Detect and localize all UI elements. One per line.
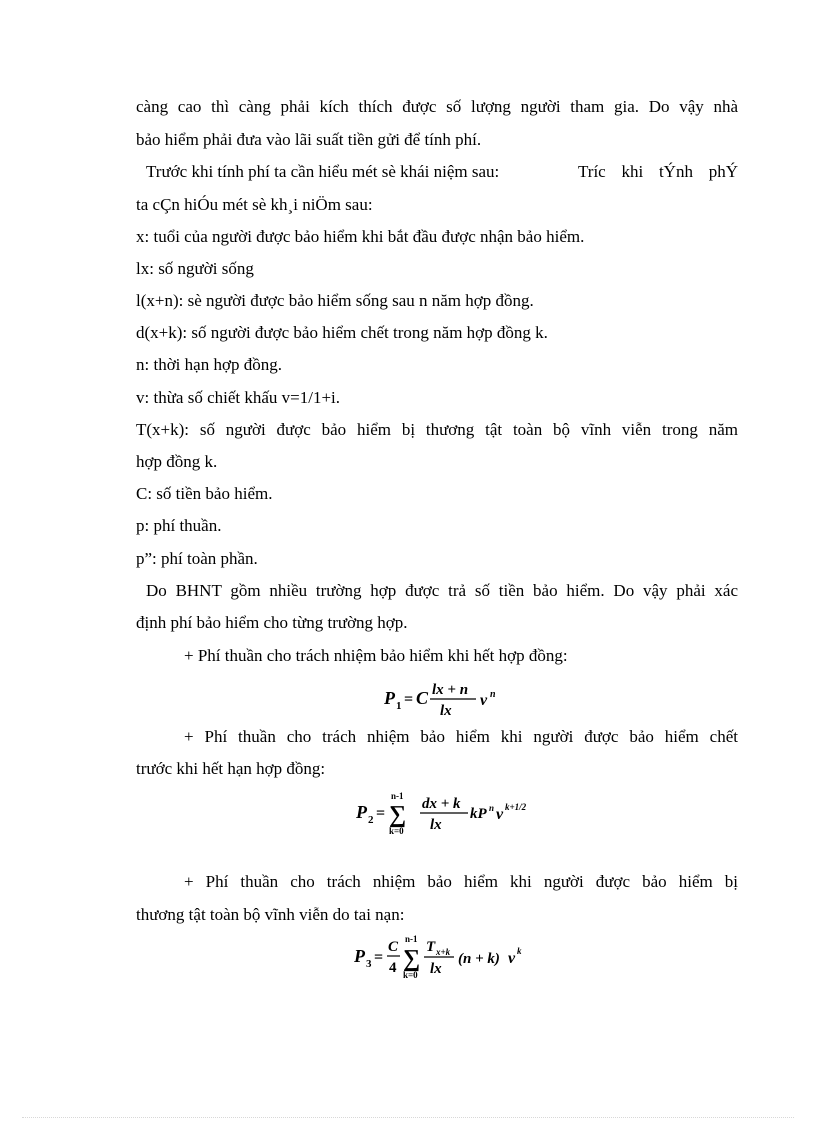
definition-txk: T(x+k): số người được bảo hiểm bị thương tật toàn bộ vĩnh viễn trong năm [136, 420, 738, 439]
paragraph-line: Trước khi tính phí ta cần hiểu mét sè khái niệm sau: [146, 162, 500, 181]
formula-exponent: k+1/2 [505, 802, 527, 812]
formula-denominator: 4 [389, 960, 397, 976]
formula-numerator: C [388, 939, 399, 955]
definition-lxn: l(x+n): sè người được bảo hiểm sống sau n năm hợp đồng. [136, 291, 534, 310]
formula-denominator: lx [430, 817, 442, 833]
formula-equals: = [404, 691, 414, 708]
definition-p-full: p”: phí toàn phần. [136, 549, 258, 568]
formula-exponent: k [517, 946, 522, 956]
paragraph-line: định phí bảo hiểm cho từng trường hợp. [136, 613, 408, 632]
definition-v: v: thừa số chiết khấu v=1/1+i. [136, 388, 341, 407]
garbled-text: ta cÇn hiÓu mét sè kh¸i niÖm sau: [136, 195, 373, 214]
formula-subscript: 2 [368, 814, 374, 826]
paragraph-line: hợp đồng k. [136, 452, 218, 471]
formula-denominator: lx [440, 703, 452, 719]
paragraph-line: thương tật toàn bộ vĩnh viễn do tai nạn: [136, 905, 405, 924]
sum-upper-limit: n-1 [405, 934, 418, 944]
formula-p1 [382, 676, 522, 720]
formula-symbol: P [356, 802, 367, 822]
paragraph-line: bảo hiểm phải đưa vào lãi suất tiền gửi để tính phí. [136, 130, 482, 149]
formula-symbol: C [416, 688, 429, 708]
sum-lower-limit: k=0 [403, 970, 418, 980]
formula-symbol: v [496, 806, 504, 823]
formula-p3 [354, 930, 534, 982]
formula-term: (n + k) [458, 951, 500, 967]
paragraph-line: càng cao thì càng phải kích thích được số lượng người tham gia. Do vậy nhà [136, 97, 738, 116]
formula-subscript: 3 [366, 958, 372, 970]
definition-dxk: d(x+k): số người được bảo hiểm chết trong năm hợp đồng k. [136, 323, 548, 342]
formula-symbol: v [508, 950, 516, 967]
formula-numerator: dx + k [422, 796, 461, 812]
paragraph-line: Do BHNT gồm nhiều trường hợp được trả số tiền bảo hiểm. Do vậy phải xác [146, 581, 738, 600]
case-heading-2: + Phí thuần cho trách nhiệm bảo hiểm khi người được bảo hiểm chết [184, 727, 738, 746]
page-bottom-divider [22, 1117, 794, 1118]
definition-n: n: thời hạn hợp đồng. [136, 355, 282, 374]
formula-exponent: n [490, 689, 496, 700]
definition-c: C: số tiền bảo hiểm. [136, 484, 273, 503]
formula-denominator: lx [430, 961, 442, 977]
paragraph-line: trước khi hết hạn hợp đồng: [136, 759, 326, 778]
definition-p: p: phí thuần. [136, 516, 222, 535]
formula-subscript: 1 [396, 700, 402, 712]
formula-symbol: P [354, 946, 365, 966]
definition-age: x: tuổi của người được bảo hiểm khi bắt đầu được nhận bảo hiểm. [136, 227, 585, 246]
formula-equals: = [374, 949, 384, 966]
case-heading-3: + Phí thuần cho trách nhiệm bảo hiểm khi người được bảo hiểm bị [184, 872, 738, 891]
sum-icon: ∑ [403, 946, 421, 972]
garbled-text: Tríc khi tÝnh phÝ [578, 162, 738, 181]
formula-symbol: P [384, 688, 395, 708]
formula-subscript: x+k [436, 947, 451, 957]
sum-lower-limit: k=0 [389, 826, 404, 836]
formula-exponent: n [489, 803, 495, 813]
formula-symbol: v [480, 692, 488, 709]
case-heading-1: + Phí thuần cho trách nhiệm bảo hiểm khi hết hợp đồng: [184, 646, 568, 665]
formula-p2 [356, 788, 536, 838]
sum-icon: ∑ [389, 802, 407, 828]
sum-upper-limit: n-1 [391, 791, 404, 801]
formula-equals: = [376, 805, 386, 822]
definition-lx: lx: số người sống [136, 259, 254, 278]
formula-numerator: T [426, 939, 436, 955]
formula-numerator: lx + n [432, 682, 469, 698]
formula-term: kP [470, 806, 487, 822]
